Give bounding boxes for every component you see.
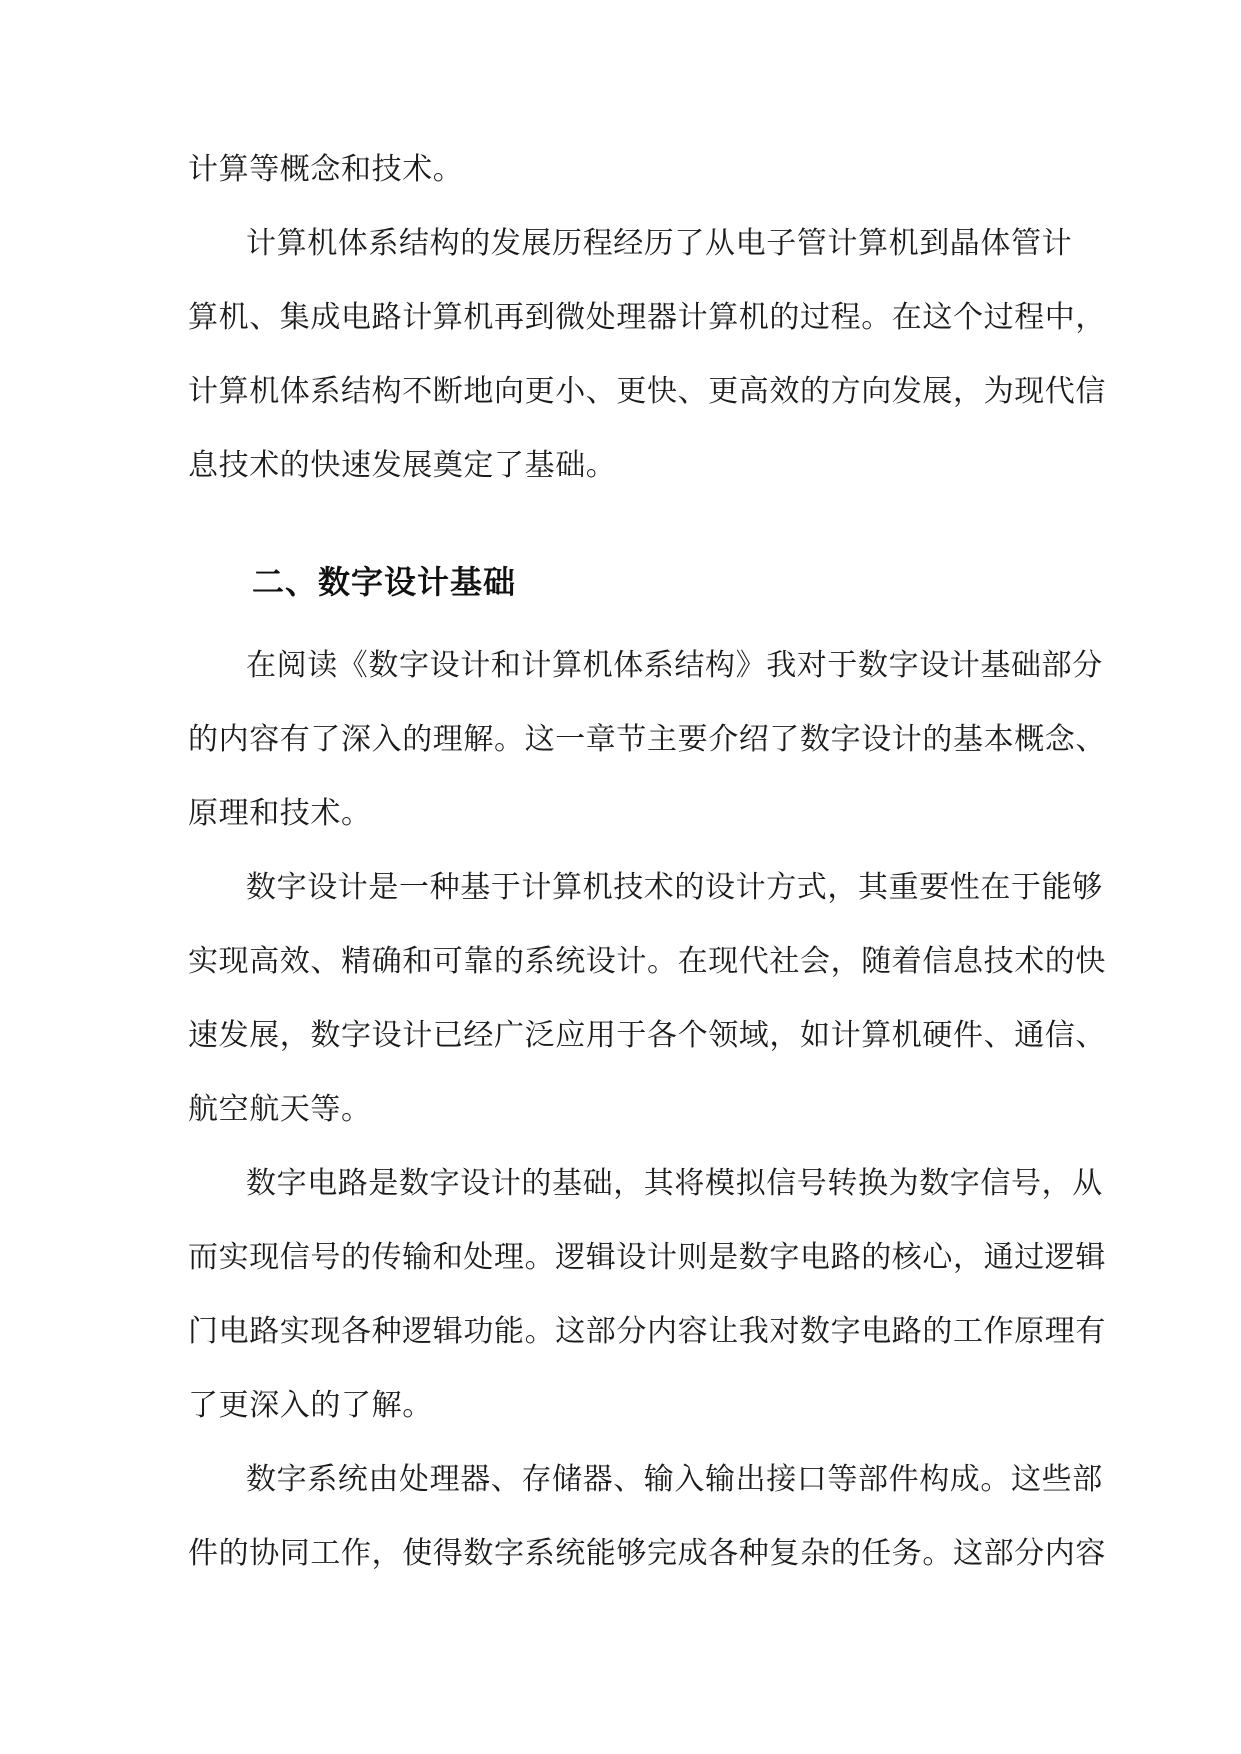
text-line: 息技术的快速发展奠定了基础。 (188, 448, 617, 483)
text-line: 门电路实现各种逻辑功能。这部分内容让我对数字电路的工作原理有 (188, 1314, 1106, 1349)
text-line: 了更深入的了解。 (188, 1388, 433, 1423)
text-line: 计算机体系结构不断地向更小、更快、更高效的方向发展，为现代信 (188, 374, 1106, 409)
text-line: 件的协同工作，使得数字系统能够完成各种复杂的任务。这部分内容 (188, 1536, 1106, 1571)
text-line: 算机、集成电路计算机再到微处理器计算机的过程。在这个过程中， (188, 300, 1106, 335)
text-line: 计算等概念和技术。 (188, 152, 464, 187)
text-line: 计算机体系结构的发展历程经历了从电子管计算机到晶体管计 (246, 226, 1073, 261)
text-line: 原理和技术。 (188, 796, 372, 831)
text-line: 在阅读《数字设计和计算机体系结构》我对于数字设计基础部分 (246, 648, 1103, 683)
text-line: 实现高效、精确和可靠的系统设计。在现代社会，随着信息技术的快 (188, 944, 1106, 979)
text-line: 而实现信号的传输和处理。逻辑设计则是数字电路的核心，通过逻辑 (188, 1240, 1106, 1275)
text-line: 数字系统由处理器、存储器、输入输出接口等部件构成。这些部 (246, 1462, 1103, 1497)
text-line: 的内容有了深入的理解。这一章节主要介绍了数字设计的基本概念、 (188, 722, 1106, 757)
text-line: 数字电路是数字设计的基础，其将模拟信号转换为数字信号，从 (246, 1166, 1103, 1201)
text-line: 航空航天等。 (188, 1092, 372, 1127)
text-line: 数字设计是一种基于计算机技术的设计方式，其重要性在于能够 (246, 870, 1103, 905)
section-heading: 二、数字设计基础 (252, 563, 517, 601)
text-line: 速发展，数字设计已经广泛应用于各个领域，如计算机硬件、通信、 (188, 1018, 1106, 1053)
